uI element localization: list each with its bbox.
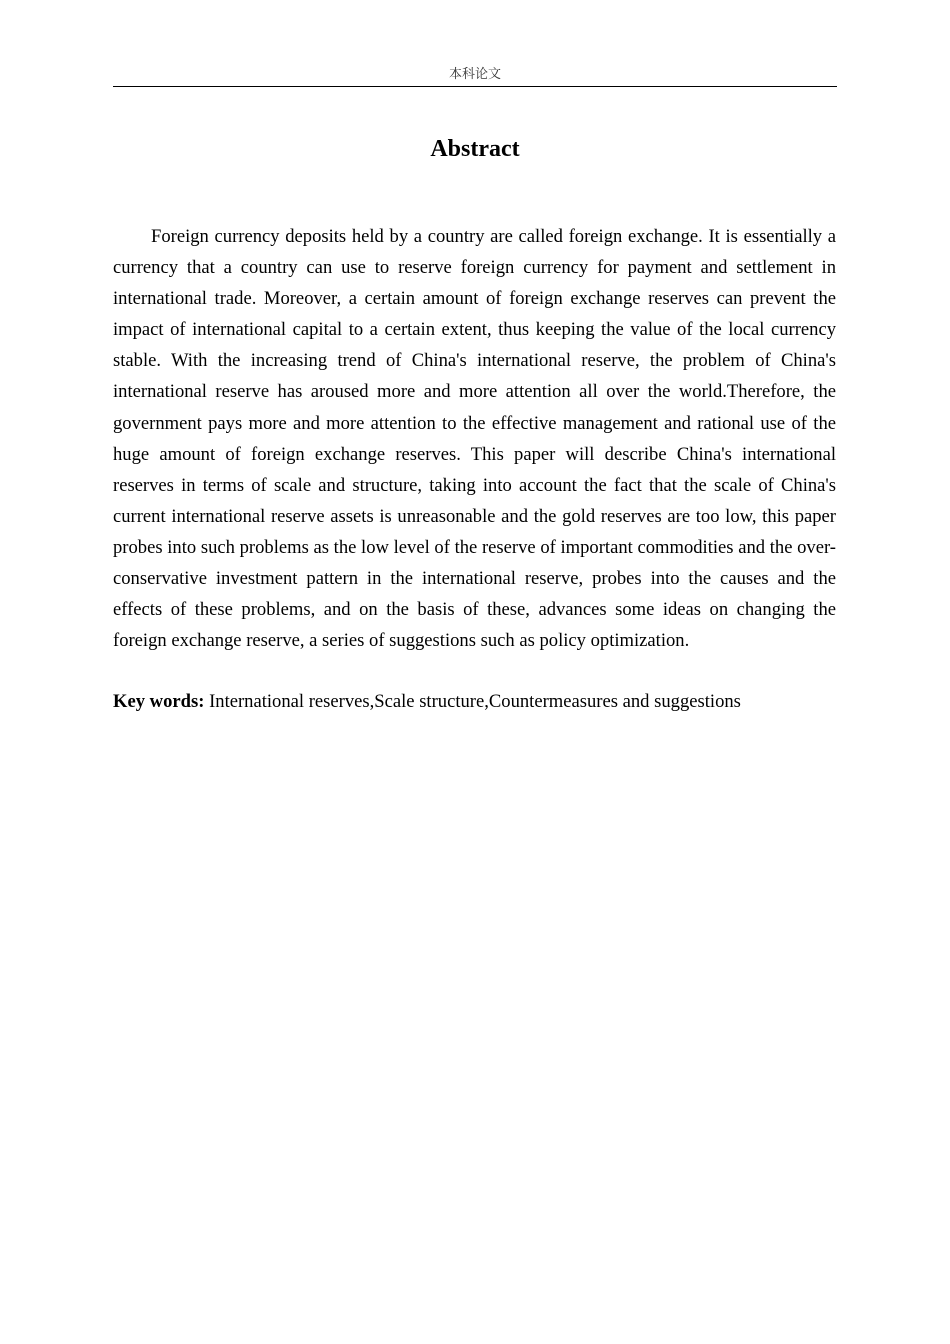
abstract-title: Abstract <box>430 136 520 162</box>
abstract-body: Foreign currency deposits held by a country are called foreign exchange. It is essentially a currency that a country can use to reserve foreign currency for payment and settlement in international trade. Moreover, a certain amount of foreign exchange reserves can prevent the impact of international capital to a certain extent, thus keeping the value of the local currency stable. With the increasing trend of China's international reserve, the problem of China's international reserve has aroused more and more attention all over the world.Therefore, the government pays more and more attention to the effective management and rational use of the huge amount of foreign exchange reserves. This paper will describe China's international reserves in terms of scale and structure, taking into account the fact that the scale of China's current international reserve assets is unreasonable and the gold reserves are too low, this paper probes into such problems as the low level of the reserve of important commodities and the over-conservative investment pattern in the international reserve, probes into the causes and the effects of these problems, and on the basis of these, advances some ideas on changing the foreign exchange reserve, a series of suggestions such as policy optimization. <box>113 226 836 652</box>
header-rule <box>113 86 837 87</box>
keywords-line <box>113 686 837 717</box>
keywords-value: International reserves,Scale structure,Countermeasures and suggestions <box>209 691 741 712</box>
keywords-label: Key words: <box>113 691 205 712</box>
running-header: 本科论文 <box>448 67 501 82</box>
